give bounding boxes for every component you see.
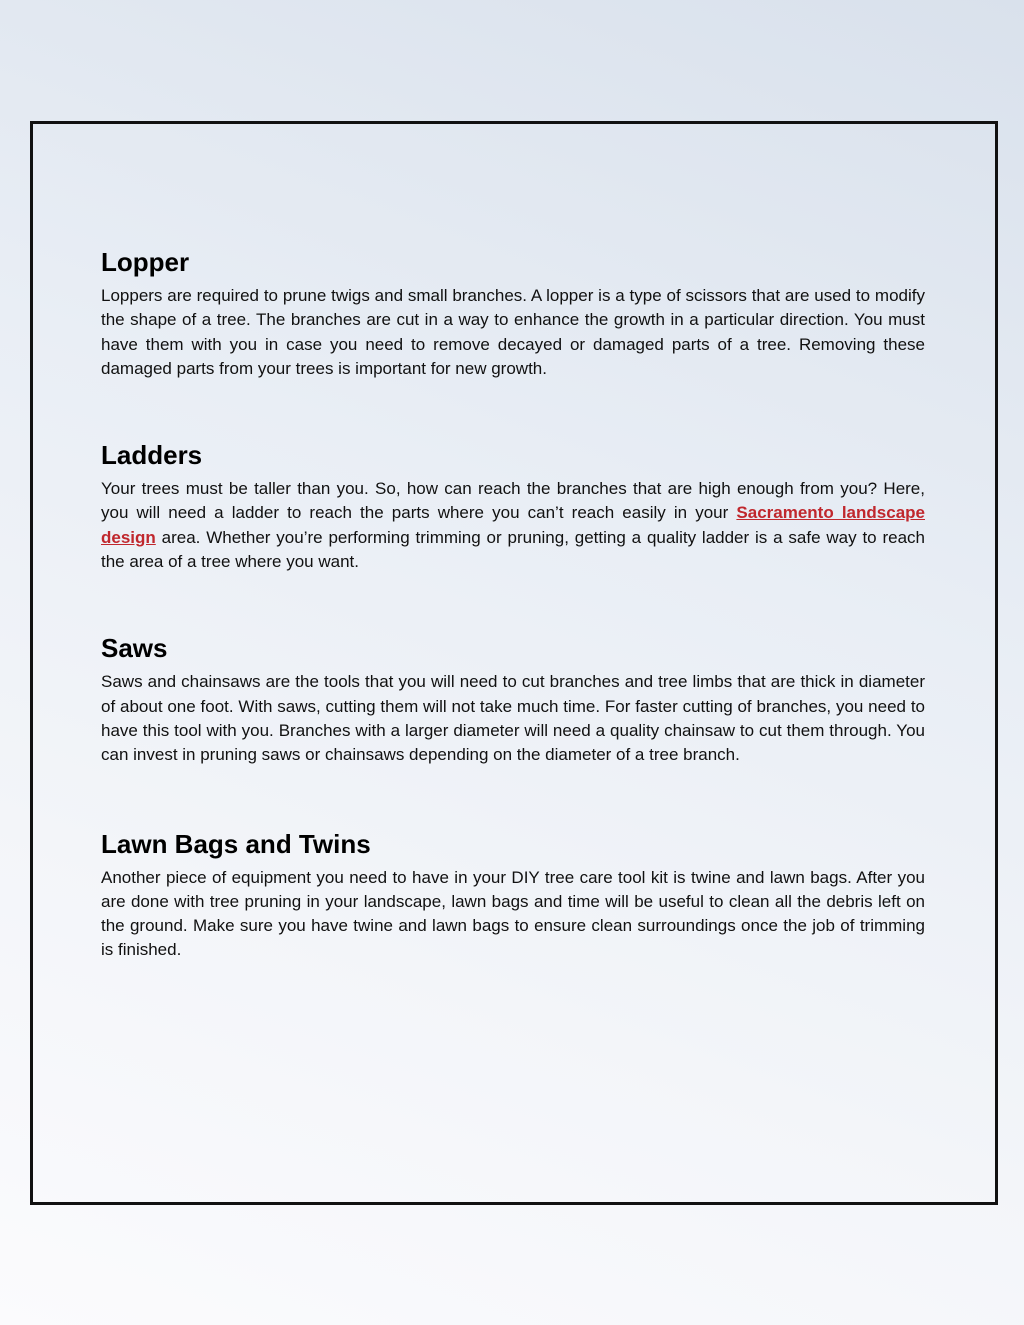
body-text-after-link: area. Whether you’re performing trimming or pruning, getting a quality ladder is a safe way to reach the area of a tree where you want. [101,527,925,572]
section-body: Another piece of equipment you need to have in your DIY tree care tool kit is twine and lawn bags. After you are done with tree pruning in your landscape, lawn bags and time will be useful to clean all the debris left on the ground. Make sure you have twine and lawn bags to ensure clean surroundings once the job of trimming is finished. [101,867,925,960]
section-saws [101,630,925,767]
section-heading: Lopper [101,247,190,277]
section-heading: Ladders [101,440,203,471]
section-heading: Lawn Bags and Twins [101,828,371,859]
sacramento-landscape-design-link[interactable]: Sacramento landscape design [101,503,925,547]
body-text-before-link: Your trees must be taller than you. So, how can reach the branches that are high enough from you? Here, you will need a ladder to reach the parts where you can’t reach easily in your [101,479,925,523]
section-ladders [101,437,925,574]
section-lawn-bags-and-twins [101,826,925,963]
document-content [101,244,925,963]
section-body: Loppers are required to prune twigs and small branches. A lopper is a type of scissors that are used to modify the shape of a tree. The branches are cut in a way to enhance the growth in a particular direction. You must have them with you in case you need to remove decayed or damaged parts of a tree. Removing these damaged parts from your trees is important for new growth. [101,286,925,378]
section-body: Saws and chainsaws are the tools that you will need to cut branches and tree limbs that are thick in diameter of about one foot. With saws, cutting them will not take much time. For faster cutting of branches, you need to have this tool with you. Branches with a larger diameter will need a quality chainsaw to cut them through. You can invest in pruning saws or chainsaws depending on the diameter of a tree branch. [101,672,925,765]
section-lopper [101,244,925,381]
section-body [101,477,925,574]
section-heading: Saws [101,633,168,664]
